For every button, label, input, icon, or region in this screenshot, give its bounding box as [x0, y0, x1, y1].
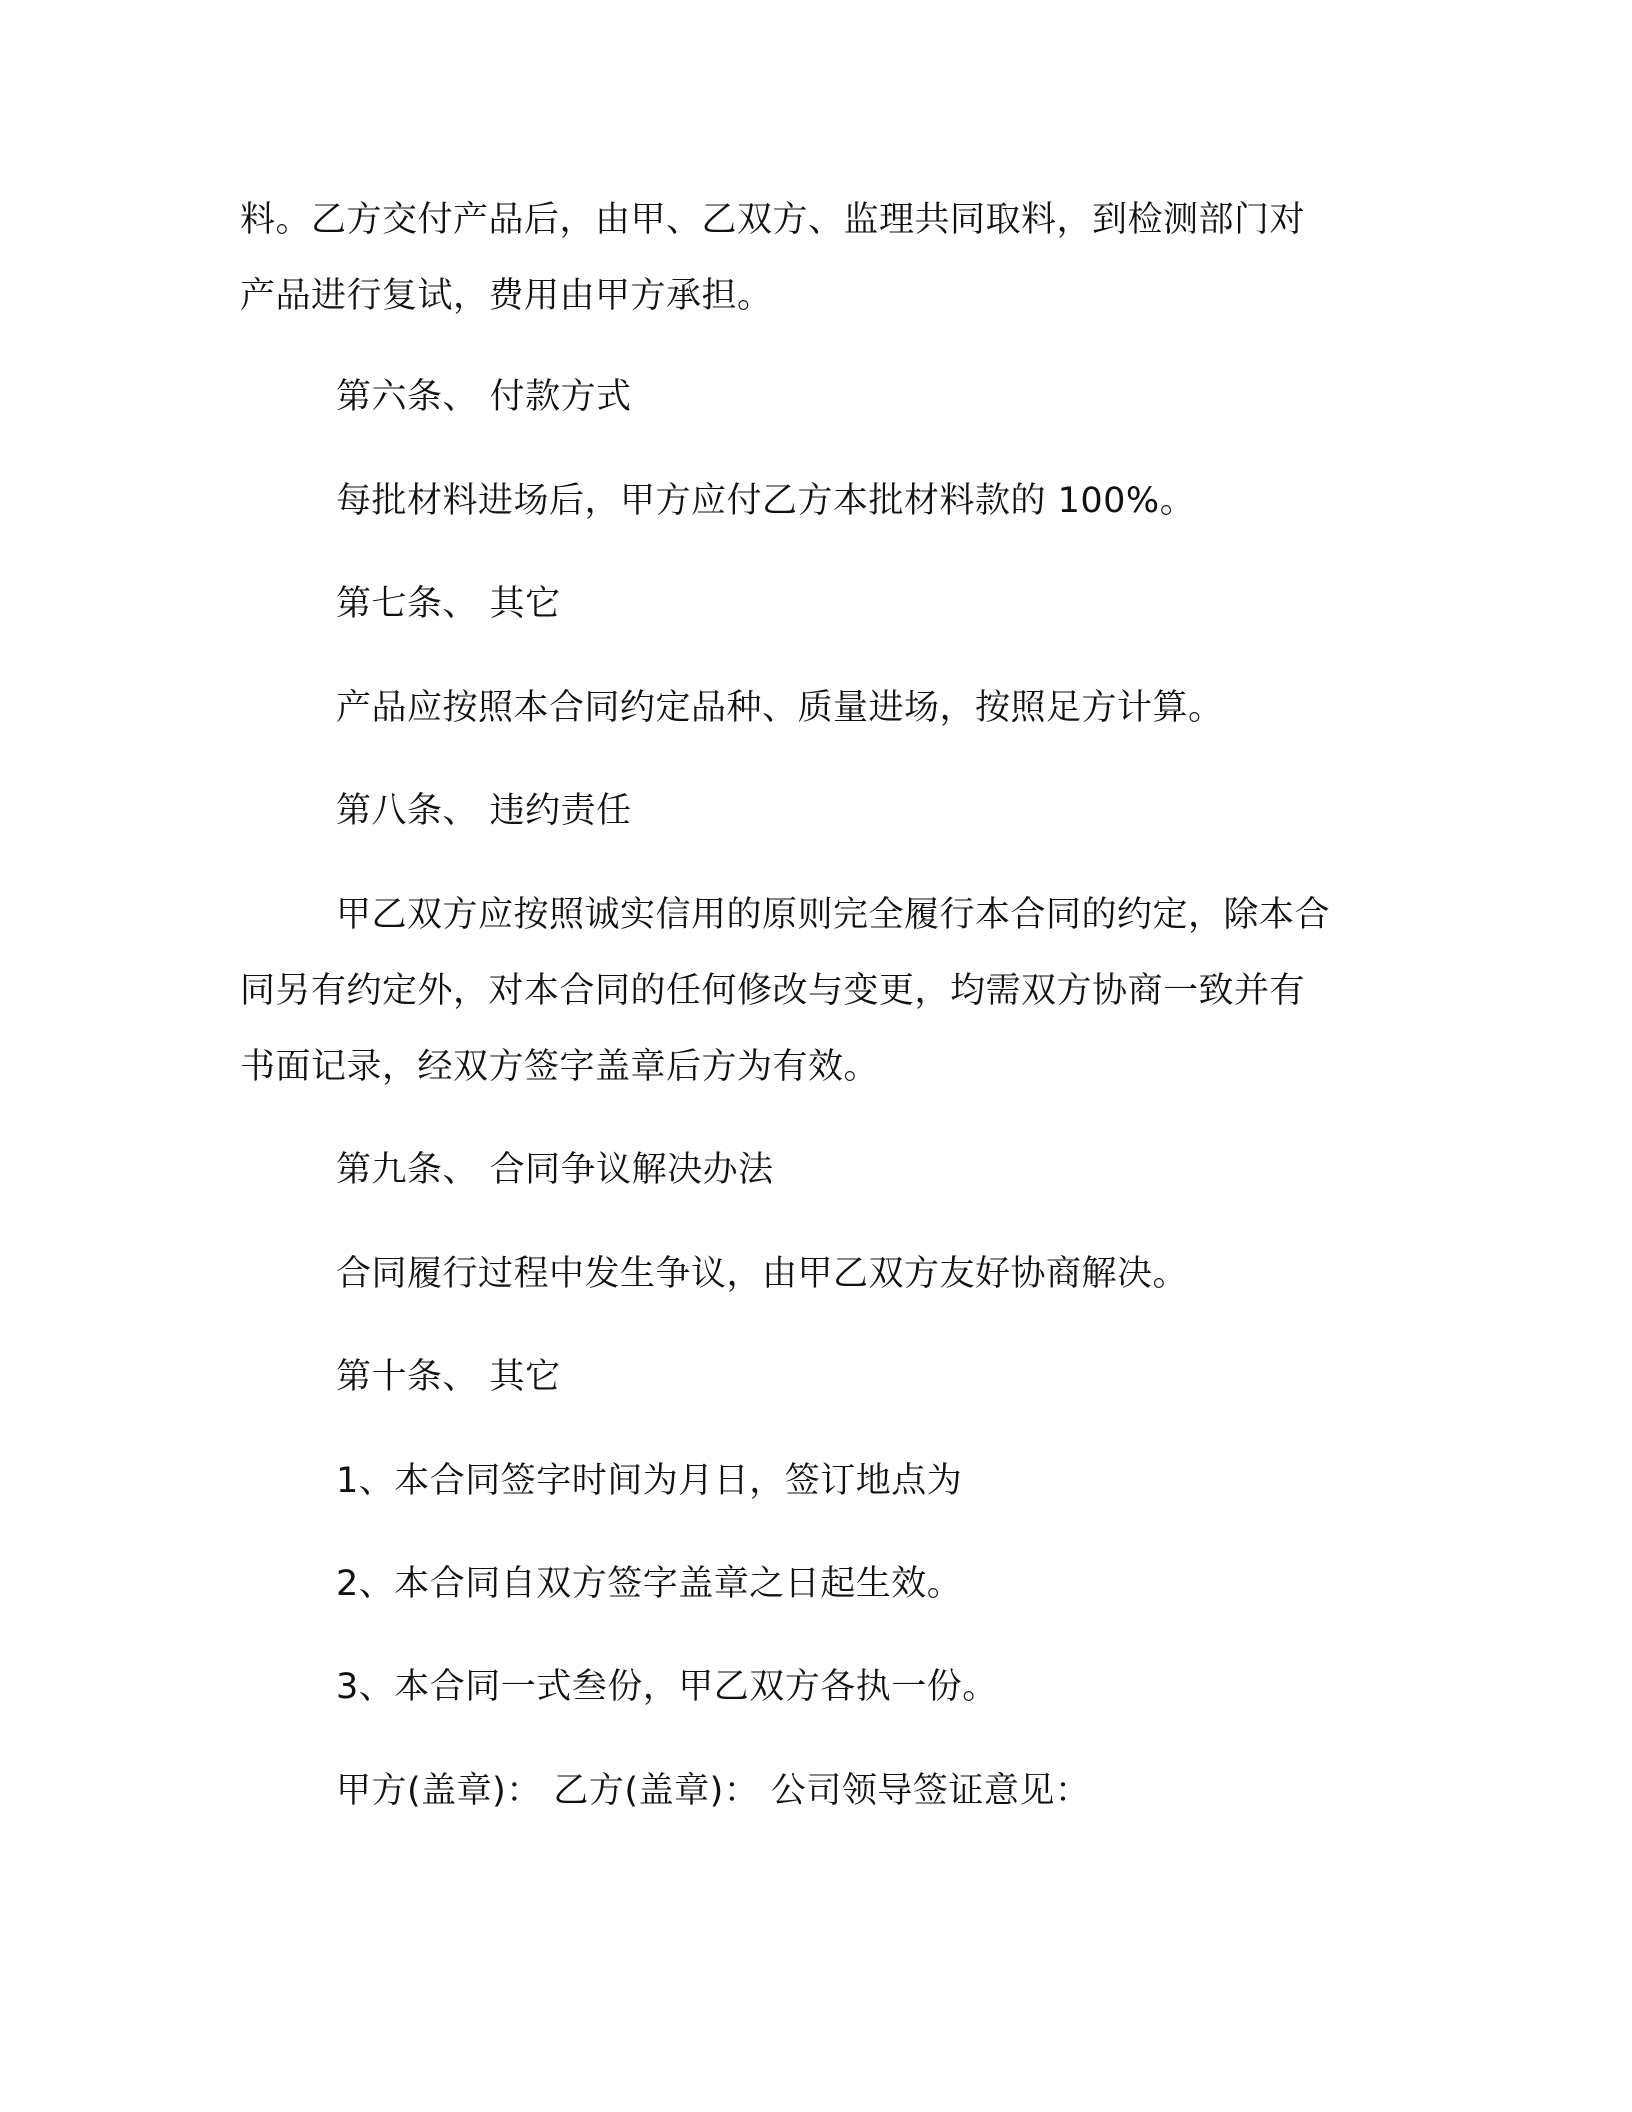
signature-line: 甲方(盖章)： 乙方(盖章)： 公司领导签证意见：	[336, 1771, 1091, 1811]
article-6-heading: 第六条、 付款方式	[336, 377, 632, 417]
list-item: 2、本合同自双方签字盖章之日起生效。	[336, 1564, 963, 1604]
paragraph-line: 甲乙双方应按照诚实信用的原则完全履行本合同的约定，除本合	[336, 895, 1331, 935]
paragraph-line: 合同履行过程中发生争议，由甲乙双方友好协商解决。	[336, 1254, 1189, 1294]
paragraph-line: 料。乙方交付产品后，由甲、乙双方、监理共同取料，到检测部门对	[240, 200, 1306, 240]
list-item: 1、本合同签字时间为月日，签订地点为	[336, 1461, 963, 1501]
paragraph-line: 产品进行复试，费用由甲方承担。	[240, 276, 773, 316]
article-7-heading: 第七条、 其它	[336, 584, 561, 624]
paragraph-line: 每批材料进场后，甲方应付乙方本批材料款的 100%。	[336, 481, 1196, 521]
paragraph-line: 书面记录，经双方签字盖章后方为有效。	[240, 1047, 880, 1087]
article-9-heading: 第九条、 合同争议解决办法	[336, 1150, 774, 1190]
paragraph-line: 产品应按照本合同约定品种、质量进场，按照足方计算。	[336, 688, 1224, 728]
paragraph-line: 同另有约定外，对本合同的任何修改与变更，均需双方协商一致并有	[240, 971, 1306, 1011]
article-8-heading: 第八条、 违约责任	[336, 791, 632, 831]
article-10-heading: 第十条、 其它	[336, 1357, 561, 1397]
list-item: 3、本合同一式叁份，甲乙双方各执一份。	[336, 1667, 998, 1707]
